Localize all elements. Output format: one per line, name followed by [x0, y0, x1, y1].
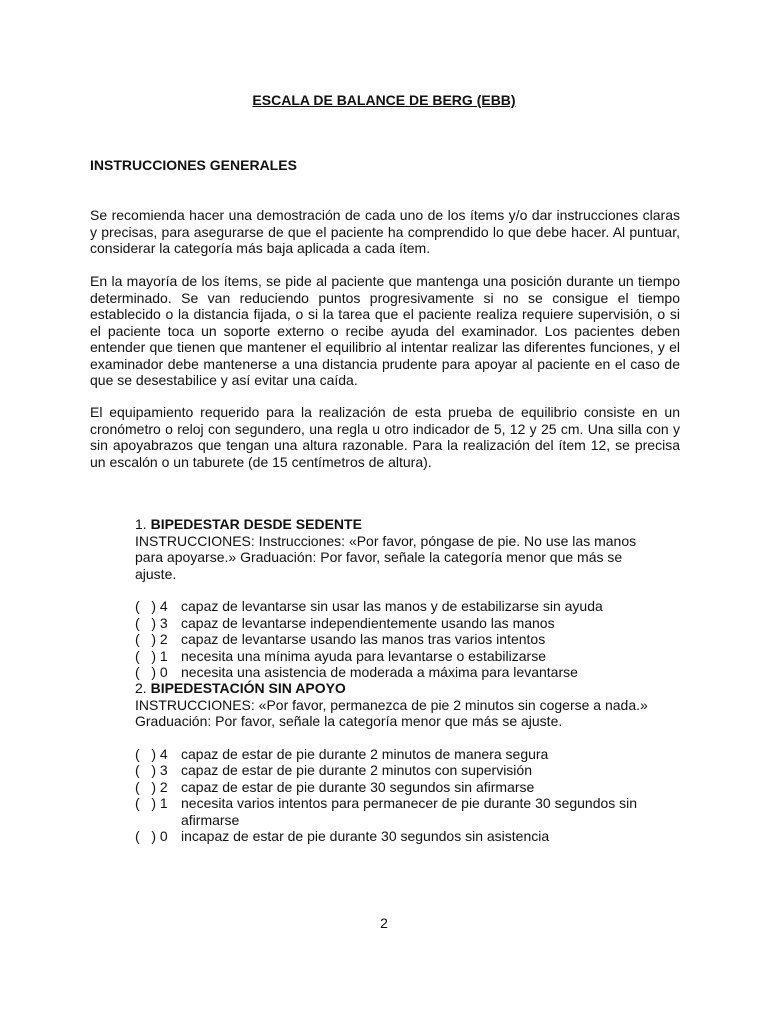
- item-title: [135, 680, 665, 697]
- option-row: [135, 828, 665, 845]
- score-box[interactable]: ( ) 3: [135, 762, 168, 778]
- score-box[interactable]: ( ) 0: [135, 664, 168, 680]
- option-row: [135, 746, 665, 763]
- section-heading: INSTRUCCIONES GENERALES: [90, 157, 297, 173]
- paragraph-demonstration: Se recomienda hacer una demostración de cada uno de los ítems y/o dar instrucciones claras y precisas, para asegurarse de que el paciente ha comprendido lo que debe hacer. Al puntuar, considerar la categoría más baja aplicada a cada ítem.: [90, 207, 680, 256]
- option-text: necesita una asistencia de moderada a máxima para levantarse: [181, 664, 578, 680]
- score-box[interactable]: ( ) 4: [135, 598, 168, 614]
- item-number: 1.: [135, 516, 147, 532]
- item-number: 2.: [135, 680, 147, 696]
- item-title: [135, 516, 665, 533]
- option-row: [135, 795, 665, 828]
- score-box[interactable]: ( ) 1: [135, 795, 168, 811]
- item-name: BIPEDESTAR DESDE SEDENTE: [150, 516, 362, 532]
- score-box[interactable]: ( ) 0: [135, 828, 168, 844]
- item-instructions: INSTRUCCIONES: Instrucciones: «Por favor, póngase de pie. No use las manos para apoyarse.» Graduación: Por favor, señale la categoría menor que más se ajuste.: [135, 532, 637, 582]
- option-text: capaz de levantarse usando las manos tras varios intentos: [181, 631, 546, 647]
- paragraph-equipment: El equipamiento requerido para la realización de esta prueba de equilibrio consiste en un cronómetro o reloj con segundero, una regla u otro indicador de 5, 12 y 25 cm. Una silla con y sin apoyabrazos que tengan una altura razonable. Para la realización del ítem 12, se precisa un escalón o un taburete (de 15 centímetros de altura).: [90, 404, 680, 470]
- option-row: [135, 779, 665, 796]
- item-1: [135, 516, 665, 681]
- option-text: capaz de estar de pie durante 30 segundos sin afirmarse: [181, 778, 535, 795]
- option-text: incapaz de estar de pie durante 30 segundos sin asistencia: [181, 828, 550, 844]
- option-text: capaz de estar de pie durante 2 minutos de manera segura: [181, 745, 549, 762]
- option-row: [135, 615, 665, 632]
- item-2: [135, 680, 665, 845]
- option-row: [135, 631, 665, 648]
- score-box[interactable]: ( ) 3: [135, 614, 168, 631]
- option-list: [135, 746, 665, 845]
- item-instructions: INSTRUCCIONES: «Por favor, permanezca de pie 2 minutos sin cogerse a nada.» Graduación: Por favor, señale la categoría menor que más se ajuste.: [135, 696, 648, 729]
- option-text: necesita varios intentos para permanecer de pie durante 30 segundos sin afirmarse: [181, 795, 638, 828]
- option-text: capaz de levantarse independientemente usando las manos: [181, 614, 555, 631]
- paragraph-scoring: En la mayoría de los ítems, se pide al paciente que mantenga una posición durante un tiempo determinado. Se van reduciendo puntos progresivamente si no se consigue el tiempo establecido o la distancia fijada, o si la tarea que el paciente realiza requiere supervisión, o si el paciente toca un soporte externo o recibe ayuda del examinador. Los pacientes deben entender que tienen que mantener el equilibrio al intentar realizar las diferentes funciones, y el examinador debe mantenerse a una distancia prudente para apoyar al paciente en el caso de que se desestabilice y así evitar una caída.: [90, 273, 680, 388]
- score-box[interactable]: ( ) 2: [135, 778, 168, 795]
- score-box[interactable]: ( ) 1: [135, 647, 168, 664]
- option-list: [135, 598, 665, 681]
- option-row: [135, 648, 665, 665]
- score-box[interactable]: ( ) 4: [135, 745, 168, 762]
- option-text: capaz de levantarse sin usar las manos y de estabilizarse sin ayuda: [181, 598, 603, 614]
- option-text: necesita una mínima ayuda para levantarse o estabilizarse: [181, 647, 546, 664]
- page-number: 2: [380, 915, 388, 931]
- option-row: [135, 762, 665, 779]
- option-row: [135, 664, 665, 681]
- document-title: ESCALA DE BALANCE DE BERG (EBB): [252, 92, 516, 108]
- option-row: [135, 598, 665, 615]
- score-box[interactable]: ( ) 2: [135, 631, 168, 647]
- item-name: BIPEDESTACIÓN SIN APOYO: [150, 680, 346, 696]
- option-text: capaz de estar de pie durante 2 minutos con supervisión: [181, 762, 532, 778]
